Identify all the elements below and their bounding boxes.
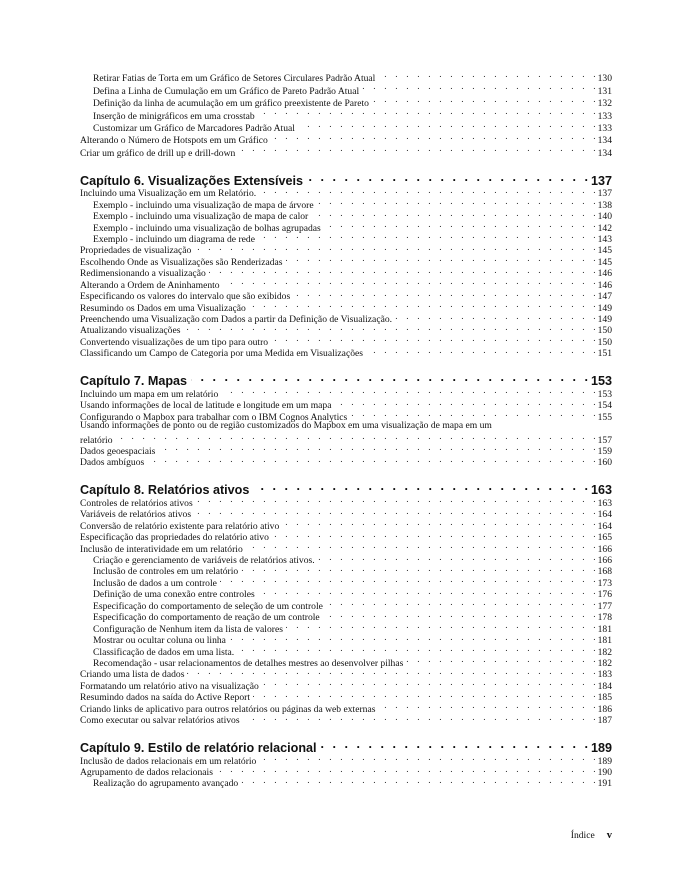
entry-title: Classificação de dados em uma lista. <box>93 646 235 658</box>
entry-title: Realização do agrupamento avançado <box>93 778 239 790</box>
dot-leader <box>286 620 596 631</box>
dot-leader <box>350 408 595 419</box>
entry-title: Alterando o Número de Hotspots em um Gráfico <box>80 135 268 147</box>
dot-leader <box>366 345 596 356</box>
dot-leader <box>259 185 595 196</box>
chapter-page: 163 <box>590 483 612 498</box>
entry-title: Dados ambíguos <box>80 457 145 469</box>
dot-leader <box>237 643 595 654</box>
dot-leader <box>259 752 595 763</box>
entry-title: relatório <box>80 434 113 446</box>
chapter-title: Capítulo 6. Visualizações Extensíveis <box>80 173 304 188</box>
toc-entry[interactable] <box>80 454 612 469</box>
entry-title: Conversão de relatório existente para relatório ativo <box>80 520 280 532</box>
entry-page: 163 <box>597 497 612 509</box>
entry-page: 150 <box>597 325 612 337</box>
entry-page: 186 <box>597 703 612 715</box>
dot-leader <box>271 333 596 344</box>
dot-leader <box>378 700 595 711</box>
entry-page: 191 <box>597 778 612 790</box>
dot-leader <box>258 586 596 597</box>
toc-entry-line[interactable]: Usando informações de ponto ou de região customizados do Mapbox em uma visualização de mapa em um <box>80 419 492 431</box>
entry-title: Resumindo os Dados em uma Visualização <box>80 302 246 314</box>
dot-leader <box>286 253 596 264</box>
dot-leader <box>326 597 596 608</box>
toc-section <box>80 69 612 159</box>
dot-leader <box>317 196 596 207</box>
dot-leader <box>209 265 596 276</box>
entry-page: 132 <box>597 98 612 110</box>
entry-page: 137 <box>597 188 612 200</box>
dot-leader <box>272 529 596 540</box>
entry-page: 131 <box>597 85 612 97</box>
entry-page: 185 <box>597 692 612 704</box>
dot-leader <box>298 119 596 131</box>
dot-leader <box>158 442 595 453</box>
entry-title: Criar um gráfico de drill up e drill-down <box>80 147 236 159</box>
entry-page: 159 <box>597 445 612 457</box>
toc-section <box>80 370 612 469</box>
entry-page: 168 <box>597 566 612 578</box>
entry-page: 181 <box>597 623 612 635</box>
entry-page: 138 <box>597 199 612 211</box>
dot-leader <box>253 689 596 700</box>
entry-title: Customizar um Gráfico de Marcadores Padrão Atual <box>93 122 295 134</box>
entry-page: 182 <box>597 646 612 658</box>
entry-title: Retirar Fatias de Torta em um Gráfico de Setores Circulares Padrão Atual <box>93 73 376 85</box>
dot-leader <box>241 775 595 786</box>
dot-leader <box>372 94 596 106</box>
entry-title: Alterando a Ordem de Aninhamento <box>80 279 220 291</box>
dot-leader <box>321 737 588 752</box>
dot-leader <box>116 431 596 442</box>
entry-page: 145 <box>597 256 612 268</box>
dot-leader <box>395 311 596 322</box>
entry-page: 183 <box>597 669 612 681</box>
entry-title: Configuração de Nenhum item da lista de valores <box>93 623 283 635</box>
entry-title: Definição de uma conexão entre controles <box>93 589 255 601</box>
dot-leader <box>258 106 596 118</box>
dot-leader <box>223 276 596 287</box>
entry-title: Usando informações de local de latitude e longitude em um mapa <box>80 400 332 412</box>
entry-title: Exemplo - incluindo um diagrama de rede <box>93 233 255 245</box>
dot-leader <box>378 69 595 81</box>
entry-page: 160 <box>597 457 612 469</box>
entry-page: 173 <box>597 577 612 589</box>
entry-page: 177 <box>597 600 612 612</box>
entry-title: Mostrar ou ocultar coluna ou linha <box>93 635 226 647</box>
entry-page: 150 <box>597 336 612 348</box>
entry-title: Incluindo uma Visualização em um Relatório. <box>80 188 257 200</box>
dot-leader <box>324 219 596 230</box>
entry-page: 190 <box>597 767 612 778</box>
dot-leader <box>194 242 595 253</box>
chapter-title: Capítulo 9. Estilo de relatório relacional <box>80 741 317 756</box>
dot-leader <box>216 764 596 775</box>
entry-title: Classificando um Campo de Categoria por uma Medida em Visualizações <box>80 348 363 360</box>
entry-title: Exemplo - incluindo uma visualização de mapa de calor <box>93 211 309 223</box>
dot-leader <box>238 143 595 155</box>
entry-title: Criando uma lista de dados <box>80 669 185 681</box>
entry-title: Defina a Linha de Cumulação em um Gráfico de Pareto Padrão Atual <box>93 85 360 97</box>
entry-title: Atualizando visualizações <box>80 325 181 337</box>
dot-leader <box>258 230 596 241</box>
entry-title: Especificação do comportamento de reação de um controle <box>93 612 320 624</box>
dot-leader <box>249 299 596 310</box>
entry-title: Especificação do comportamento de seleção de um controle <box>93 600 323 612</box>
entry-page: 154 <box>597 400 612 412</box>
chapter-heading[interactable] <box>80 737 612 756</box>
entry-title: Inclusão de interatividade em um relatório <box>80 543 243 555</box>
dot-leader <box>183 322 595 333</box>
entry-title: Inserção de minigráficos em uma crosstab <box>93 110 255 122</box>
entry-page: 143 <box>597 233 612 245</box>
toc-section <box>80 170 612 360</box>
entry-page: 151 <box>597 348 612 360</box>
toc-entry[interactable] <box>80 442 612 457</box>
dot-leader <box>147 454 595 465</box>
entry-title: Resumindo dados na saída do Active Report <box>80 692 250 704</box>
entry-title: Recomendação - usar relacionamentos de detalhes mestres ao desenvolver pilhas <box>93 657 404 669</box>
dot-leader <box>282 517 595 528</box>
chapter-title: Capítulo 8. Relatórios ativos <box>80 483 250 498</box>
entry-title: Preenchendo uma Visualização com Dados a partir da Definição de Visualização. <box>80 314 393 325</box>
toc-entry[interactable] <box>80 69 612 85</box>
entry-title: Agrupamento de dados relacionais <box>80 767 213 778</box>
dot-leader <box>243 712 596 723</box>
entry-title: Especificando os valores do intervalo que são exibidos <box>80 291 291 303</box>
entry-page: 187 <box>597 715 612 727</box>
entry-page: 133 <box>597 110 612 122</box>
entry-title: Inclusão de controles em um relatório <box>93 566 239 578</box>
entry-title: Escolhendo Onde as Visualizações são Renderizadas <box>80 256 283 268</box>
entry-title: Redimensionando a visualização <box>80 268 206 280</box>
dot-leader <box>307 170 588 185</box>
entry-page: 149 <box>597 302 612 314</box>
entry-page: 142 <box>597 222 612 234</box>
entry-page: 165 <box>597 532 612 544</box>
table-of-contents <box>80 69 612 790</box>
dot-leader <box>293 288 595 299</box>
entry-title: Como executar ou salvar relatórios ativos <box>80 715 240 727</box>
chapter-page: 153 <box>590 374 612 389</box>
entry-page: 146 <box>597 279 612 291</box>
chapter-page: 189 <box>590 741 612 756</box>
chapter-page: 137 <box>590 173 612 188</box>
entry-page: 166 <box>597 555 612 566</box>
dot-leader <box>253 479 588 494</box>
dot-leader <box>406 654 595 665</box>
toc-section <box>80 737 612 790</box>
dot-leader <box>262 677 596 688</box>
dot-leader <box>246 540 596 551</box>
entry-page: 146 <box>597 268 612 280</box>
dot-leader <box>271 131 596 143</box>
dot-leader <box>323 609 596 620</box>
entry-title: Definição da linha de acumulação em um gráfico preexistente de Pareto <box>93 98 369 110</box>
dot-leader <box>318 552 596 563</box>
entry-page: 178 <box>597 612 612 624</box>
entry-title: Criação e gerenciamento de variáveis de relatórios ativos. <box>93 555 315 566</box>
entry-page: 130 <box>597 73 612 85</box>
entry-page: 181 <box>597 635 612 647</box>
dot-leader <box>241 563 595 574</box>
entry-title: Configurando o Mapbox para trabalhar com o IBM Cognos Analytics <box>80 411 348 423</box>
entry-title: Criando links de aplicativo para outros relatórios ou páginas da web externas <box>80 703 376 715</box>
dot-leader <box>194 506 596 517</box>
entry-title: Incluindo um mapa em um relatório <box>80 388 219 400</box>
entry-page: 147 <box>597 291 612 303</box>
entry-title: Inclusão de dados relacionais em um relatório <box>80 755 257 767</box>
entry-title: Exemplo - incluindo uma visualização de bolhas agrupadas <box>93 222 321 234</box>
toc-section <box>80 479 612 727</box>
dot-leader <box>220 574 596 585</box>
dot-leader <box>335 397 596 408</box>
entry-title: Exemplo - incluindo uma visualização de mapa de árvore <box>93 199 314 211</box>
toc-entry[interactable] <box>80 431 612 446</box>
entry-title: Dados geoespaciais <box>80 445 156 457</box>
entry-title: Inclusão de dados a um controle <box>93 577 217 589</box>
dot-leader <box>191 370 588 385</box>
entry-page: 134 <box>597 135 612 147</box>
entry-page: 140 <box>597 211 612 223</box>
entry-page: 184 <box>597 680 612 692</box>
dot-leader <box>196 494 596 505</box>
entry-page: 166 <box>597 543 612 555</box>
entry-page: 182 <box>597 657 612 669</box>
entry-page: 145 <box>597 245 612 257</box>
chapter-heading[interactable] <box>80 170 612 188</box>
footer-label: Índice <box>570 830 595 841</box>
page-number: v <box>606 830 612 841</box>
dot-leader <box>229 632 596 643</box>
entry-page: 153 <box>597 388 612 400</box>
entry-title: Variáveis de relatórios ativos <box>80 509 192 521</box>
entry-page: 189 <box>597 755 612 767</box>
chapter-heading[interactable] <box>80 479 612 498</box>
dot-leader <box>311 208 595 219</box>
dot-leader <box>362 81 595 93</box>
entry-page: 176 <box>597 589 612 601</box>
chapter-heading[interactable] <box>80 370 612 389</box>
entry-title: Formatando um relatório ativo na visualização <box>80 680 259 692</box>
entry-page: 134 <box>597 147 612 159</box>
entry-page: 133 <box>597 122 612 134</box>
entry-title: Convertendo visualizações de um tipo para outro <box>80 336 269 348</box>
entry-title: Especificação das propriedades do relatório ativo <box>80 532 269 544</box>
dot-leader <box>187 666 595 677</box>
dot-leader <box>221 385 595 396</box>
entry-title: Propriedades de visualização <box>80 245 192 257</box>
entry-page: 164 <box>597 520 612 532</box>
entry-page: 164 <box>597 509 612 521</box>
page-footer <box>571 830 612 841</box>
chapter-title: Capítulo 7. Mapas <box>80 374 188 389</box>
entry-page: 155 <box>597 411 612 423</box>
entry-title: Controles de relatórios ativos <box>80 497 193 509</box>
entry-page: 149 <box>597 314 612 325</box>
entry-page: 157 <box>597 434 612 446</box>
